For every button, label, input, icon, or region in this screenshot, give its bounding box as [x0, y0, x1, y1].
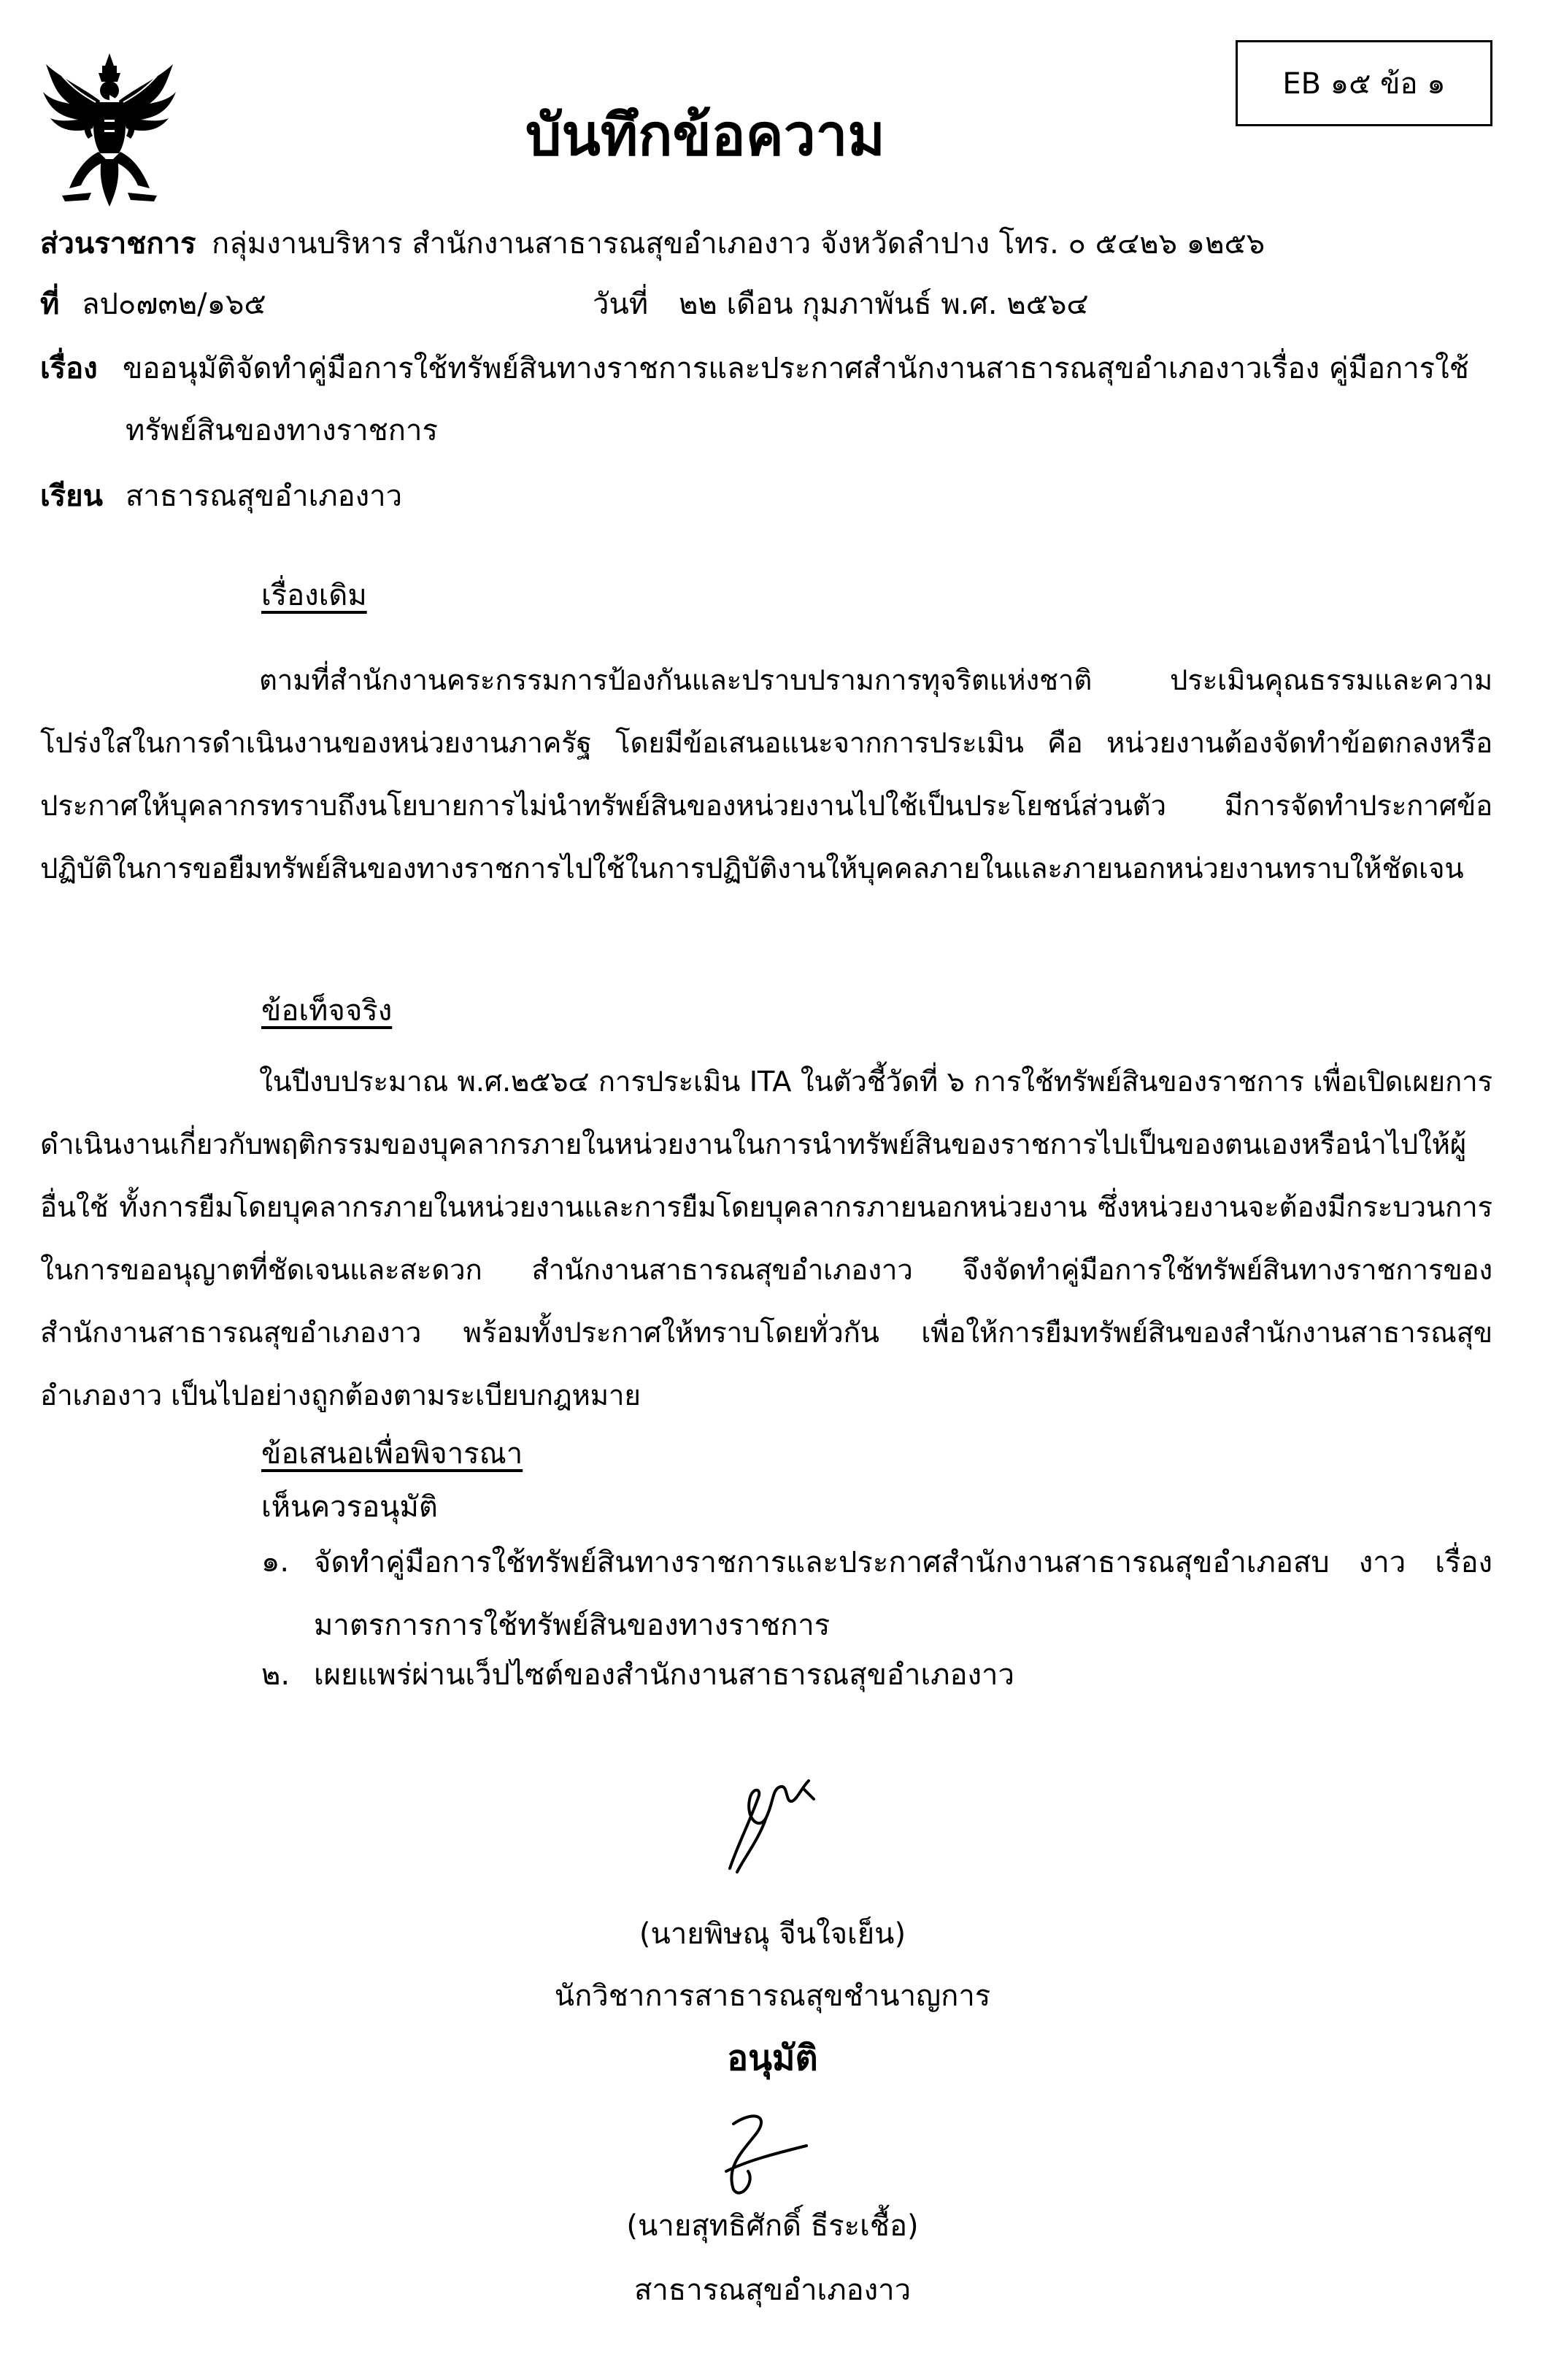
proposal-item-number: ๑.: [261, 1545, 290, 1579]
to-label: เรียน: [40, 480, 103, 513]
handwritten-signature: [704, 2102, 814, 2204]
agency-value: กลุ่มงานบริหาร สำนักงานสาธารณสุขอำเภองาว จังหวัดลำปาง โทร. ๐ ๕๔๒๖ ๑๒๕๖: [212, 227, 1265, 261]
signatory-position: นักวิชาการสาธารณสุขชำนาญการ: [554, 1979, 991, 2013]
approver-position: สาธารณสุขอำเภองาว: [633, 2273, 912, 2307]
proposal-item-text: เผยแพร่ผ่านเว็ปไซต์ของสำนักงานสาธารณสุขอำเภองาว: [314, 1658, 1014, 1692]
handwritten-signature: [715, 1766, 847, 1876]
garuda-emblem: [40, 50, 179, 210]
facts-paragraph: ในปีงบประมาณ พ.ศ.๒๕๖๔ การประเมิน ITA ในตัวชี้วัดที่ ๖ การใช้ทรัพย์สินของราชการ เพื่อเปิดเผยการดำเนินงานเกี่ยวกับพฤติกรรมของบุคลากรภายในหน่วยงานในการนำทรัพย์สินของราชการไปเป็นของตนเองหรือนำไปให้ผู้อื่นใช้ ทั้งการยืมโดยบุคลากรภายในหน่วยงานและการยืมโดยบุคลากรภายนอกหน่วยงาน ซึ่งหน่วยงานจะต้องมีกระบวนการในการขออนุญาตที่ชัดเจนและสะดวก สำนักงานสาธารณสุขอำเภองาว จึงจัดทำคู่มือการใช้ทรัพย์สินทางราชการของสำนักงานสาธารณสุขอำเภองาว พร้อมทั้งประกาศให้ทราบโดยทั่วกัน เพื่อให้การยืมทรัพย์สินของสำนักงานสาธารณสุขอำเภองาว เป็นไปอย่างถูกต้องตามระเบียบกฎหมาย: [40, 1066, 1492, 1412]
ref-label: ที่: [40, 288, 60, 321]
agency-label: ส่วนราชการ: [40, 227, 196, 261]
approval-heading: อนุมัติ: [727, 2038, 818, 2079]
background-heading: เรื่องเดิม: [261, 579, 367, 612]
proposal-item-number: ๒.: [261, 1658, 290, 1692]
ref-value: ลป๐๗๓๒/๑๖๕: [82, 288, 266, 321]
approver-name: (นายสุทธิศักดิ์ ธีระเชื้อ): [626, 2209, 919, 2243]
proposal-intro: เห็นควรอนุมัติ: [261, 1490, 438, 1524]
proposal-heading: ข้อเสนอเพื่อพิจารณา: [261, 1437, 523, 1471]
date-value: ๒๒ เดือน กุมภาพันธ์ พ.ศ. ๒๕๖๔: [679, 288, 1089, 321]
background-paragraph: ตามที่สำนักงานคระกรรมการป้องกันและปราบปรามการทุจริตแห่งชาติ ประเมินคุณธรรมและความโปร่งใสในการดำเนินงานของหน่วยงานภาครัฐ โดยมีข้อเสนอแนะจากการประเมิน คือ หน่วยงานต้องจัดทำข้อตกลงหรือประกาศให้บุคลากรทราบถึงนโยบายการไม่นำทรัพย์สินของหน่วยงานไปใช้เป็นประโยชน์ส่วนตัว มีการจัดทำประกาศข้อปฏิบัติในการขอยืมทรัพย์สินของทางราชการไปใช้ในการปฏิบัติงานให้บุคคลภายในและภายนอกหน่วยงานทราบให้ชัดเจน: [40, 664, 1492, 885]
to-value: สาธารณสุขอำเภองาว: [126, 480, 403, 513]
facts-heading: ข้อเท็จจริง: [261, 994, 393, 1028]
subject-line-1: ขออนุมัติจัดทำคู่มือการใช้ทรัพย์สินทางราชการและประกาศสำนักงานสาธารณสุขอำเภองาวเรื่อง คู่มือการใช้: [123, 352, 1469, 385]
proposal-item-text: จัดทำคู่มือการใช้ทรัพย์สินทางราชการและประกาศสำนักงานสาธารณสุขอำเภอสบ งาว เรื่อง มาตรการการใช้ทรัพย์สินของทางราชการ: [314, 1546, 1492, 1642]
subject-label: เรื่อง: [40, 352, 98, 385]
subject-line-2: ทรัพย์สินของทางราชการ: [126, 414, 438, 447]
date-label: วันที่: [593, 288, 649, 321]
document-reference-box: EB ๑๕ ข้อ ๑: [1236, 40, 1492, 126]
signatory-name: (นายพิษณุ จีนใจเย็น): [639, 1917, 906, 1951]
document-title: บันทึกข้อความ: [525, 103, 885, 169]
